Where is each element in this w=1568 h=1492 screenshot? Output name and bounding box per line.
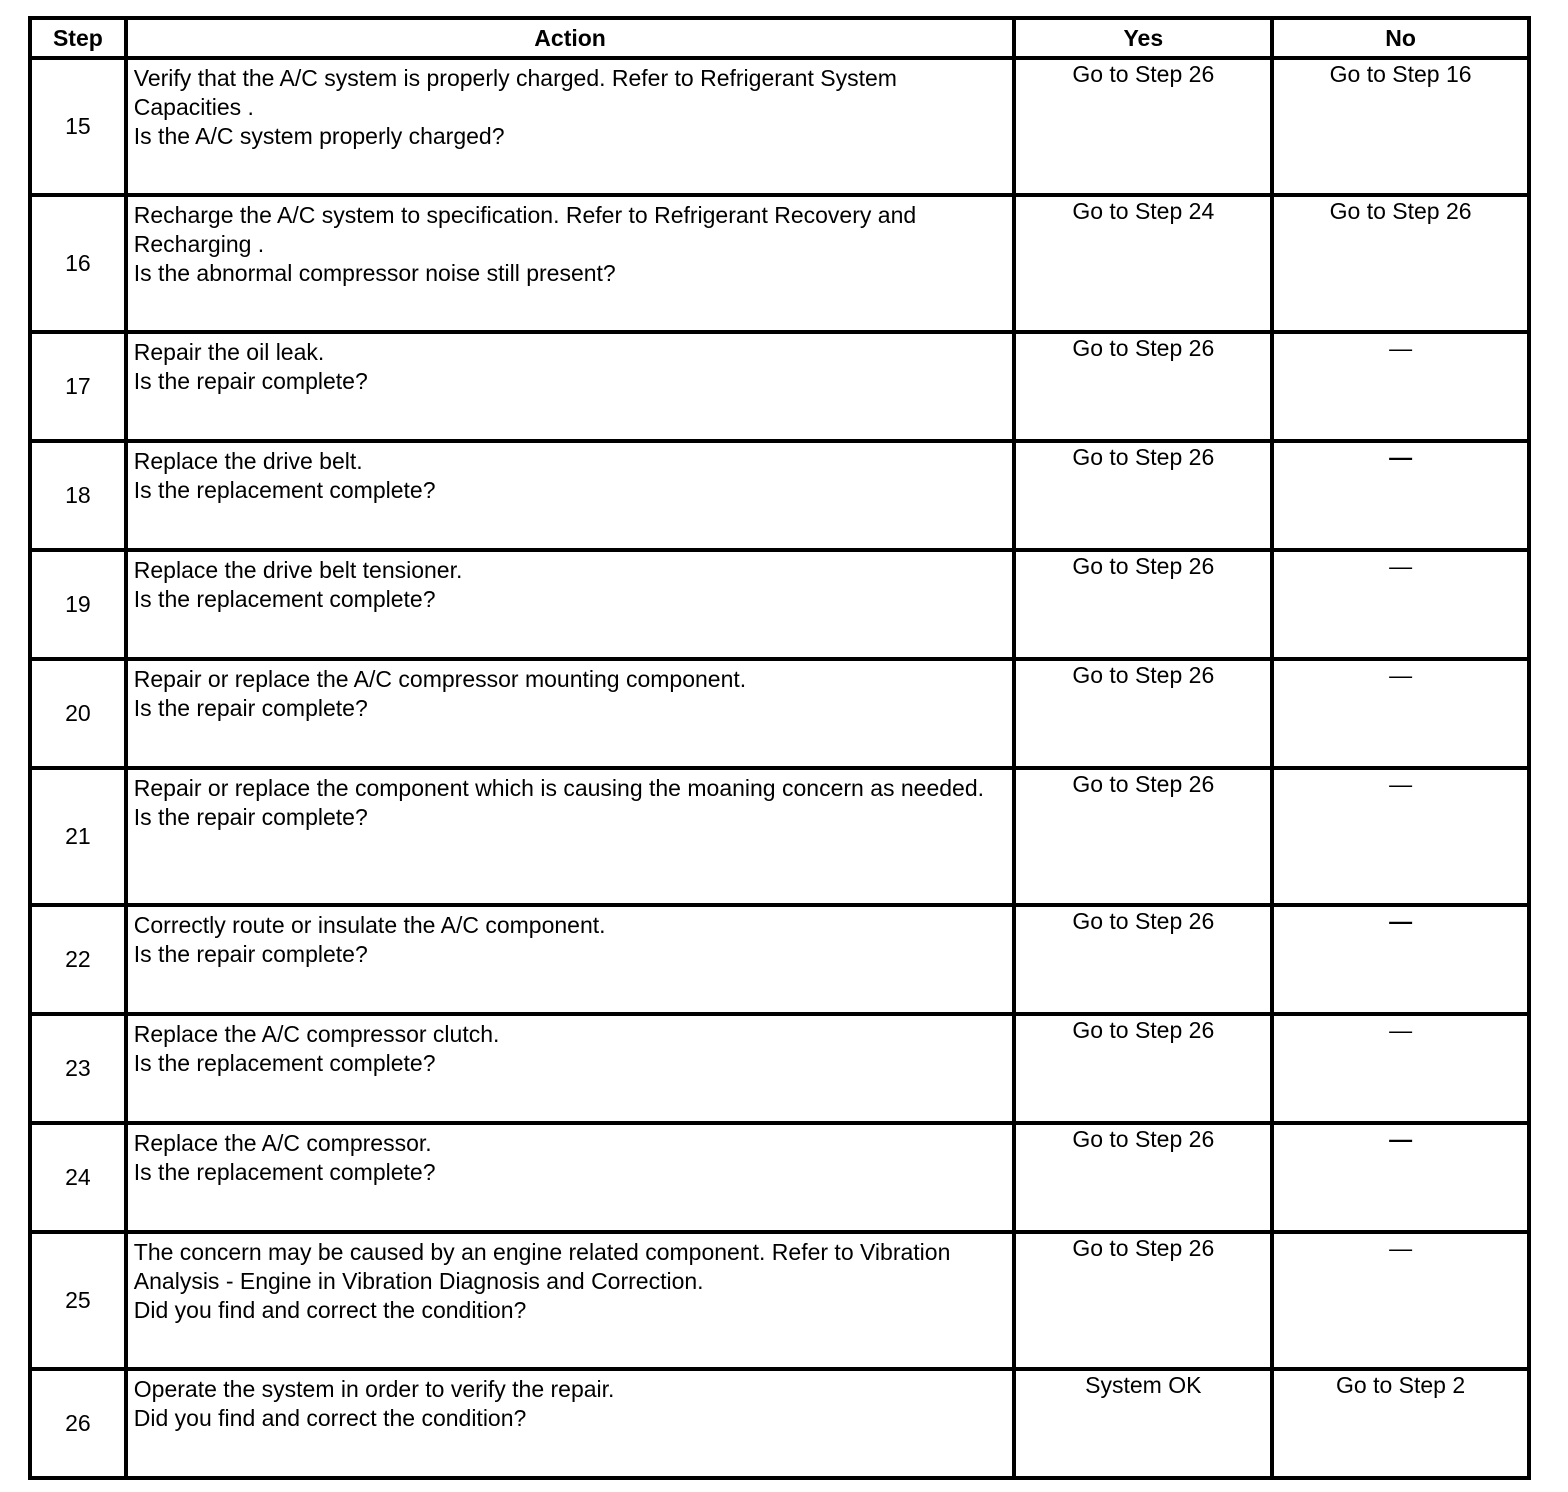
- step-number: 19: [30, 550, 126, 659]
- no-result: —: [1389, 662, 1413, 688]
- yes-result: Go to Step 26: [1072, 771, 1215, 797]
- table-row: [30, 1014, 1529, 1123]
- header-step: Step: [30, 18, 126, 58]
- action-instruction: Replace the A/C compressor.: [133, 1130, 432, 1156]
- table-row: [30, 905, 1529, 1014]
- step-number: 17: [30, 332, 126, 441]
- action-cell: [126, 332, 1015, 441]
- table-row: [30, 550, 1529, 659]
- yes-result: Go to Step 26: [1072, 61, 1215, 87]
- action-instruction: Repair or replace the A/C compressor mounting component.: [133, 666, 747, 692]
- table-row: [30, 58, 1529, 195]
- table-body: [30, 58, 1529, 1478]
- action-question: Is the repair complete?: [133, 804, 368, 830]
- header-no: No: [1272, 18, 1529, 58]
- action-instruction: Operate the system in order to verify the repair.: [133, 1376, 615, 1402]
- action-instruction: The concern may be caused by an engine related component. Refer to Vibration Analysis - Engine in Vibration Diagnosis and Correction.: [133, 1239, 951, 1294]
- no-result: —: [1389, 1017, 1413, 1043]
- action-instruction: Replace the drive belt tensioner.: [133, 557, 463, 583]
- yes-result: Go to Step 26: [1072, 1235, 1215, 1261]
- no-cell: [1272, 1014, 1529, 1123]
- yes-cell: [1014, 1014, 1272, 1123]
- no-result: Go to Step 2: [1336, 1372, 1466, 1398]
- no-cell: [1272, 550, 1529, 659]
- yes-result: Go to Step 26: [1072, 335, 1215, 361]
- action-cell: [126, 768, 1015, 905]
- action-cell: [126, 58, 1015, 195]
- action-instruction: Replace the A/C compressor clutch.: [133, 1021, 500, 1047]
- yes-result: Go to Step 26: [1072, 662, 1215, 688]
- action-cell: [126, 659, 1015, 768]
- yes-result: Go to Step 26: [1072, 1126, 1215, 1152]
- action-instruction: Repair the oil leak.: [133, 339, 325, 365]
- no-result: —: [1389, 908, 1413, 934]
- step-number: 16: [30, 195, 126, 332]
- yes-cell: [1014, 195, 1272, 332]
- action-instruction: Recharge the A/C system to specification. Refer to Refrigerant Recovery and Recharging .: [133, 202, 917, 257]
- yes-cell: [1014, 1123, 1272, 1232]
- yes-result: Go to Step 26: [1072, 553, 1215, 579]
- table-row: [30, 1232, 1529, 1369]
- action-cell: [126, 1014, 1015, 1123]
- yes-cell: [1014, 1369, 1272, 1478]
- step-number: 21: [30, 768, 126, 905]
- yes-cell: [1014, 768, 1272, 905]
- action-cell: [126, 550, 1015, 659]
- action-question: Is the repair complete?: [133, 368, 368, 394]
- no-cell: [1272, 1123, 1529, 1232]
- table-row: [30, 659, 1529, 768]
- no-cell: [1272, 905, 1529, 1014]
- no-cell: [1272, 1232, 1529, 1369]
- no-result: —: [1389, 553, 1413, 579]
- table-row: [30, 332, 1529, 441]
- table-row: [30, 768, 1529, 905]
- action-instruction: Repair or replace the component which is causing the moaning concern as needed.: [133, 775, 985, 801]
- no-cell: [1272, 58, 1529, 195]
- header-action: Action: [126, 18, 1015, 58]
- yes-cell: [1014, 1232, 1272, 1369]
- header-yes: Yes: [1014, 18, 1272, 58]
- no-result: Go to Step 26: [1329, 198, 1472, 224]
- step-number: 23: [30, 1014, 126, 1123]
- yes-cell: [1014, 550, 1272, 659]
- action-cell: [126, 195, 1015, 332]
- yes-cell: [1014, 441, 1272, 550]
- yes-result: Go to Step 26: [1072, 444, 1215, 470]
- action-question: Is the replacement complete?: [133, 1159, 436, 1185]
- action-cell: [126, 441, 1015, 550]
- action-question: Did you find and correct the condition?: [133, 1405, 527, 1431]
- yes-result: System OK: [1085, 1372, 1202, 1398]
- yes-result: Go to Step 24: [1072, 198, 1215, 224]
- action-instruction: Replace the drive belt.: [133, 448, 363, 474]
- no-cell: [1272, 768, 1529, 905]
- action-instruction: Correctly route or insulate the A/C component.: [133, 912, 606, 938]
- action-instruction: Verify that the A/C system is properly charged. Refer to Refrigerant System Capacities .: [133, 65, 897, 120]
- action-cell: [126, 1123, 1015, 1232]
- action-question: Is the abnormal compressor noise still present?: [133, 260, 616, 286]
- header-row: [30, 18, 1529, 58]
- step-number: 26: [30, 1369, 126, 1478]
- no-cell: [1272, 195, 1529, 332]
- no-result: —: [1389, 771, 1413, 797]
- action-cell: [126, 1369, 1015, 1478]
- step-number: 25: [30, 1232, 126, 1369]
- step-number: 15: [30, 58, 126, 195]
- no-result: —: [1389, 444, 1413, 470]
- action-question: Is the repair complete?: [133, 695, 368, 721]
- step-number: 24: [30, 1123, 126, 1232]
- no-cell: [1272, 441, 1529, 550]
- table-row: [30, 441, 1529, 550]
- yes-cell: [1014, 58, 1272, 195]
- yes-result: Go to Step 26: [1072, 908, 1215, 934]
- no-cell: [1272, 659, 1529, 768]
- action-question: Is the A/C system properly charged?: [133, 123, 505, 149]
- table-row: [30, 1369, 1529, 1478]
- step-number: 22: [30, 905, 126, 1014]
- no-result: —: [1389, 335, 1413, 361]
- table-row: [30, 195, 1529, 332]
- action-question: Did you find and correct the condition?: [133, 1297, 527, 1323]
- yes-cell: [1014, 332, 1272, 441]
- action-cell: [126, 905, 1015, 1014]
- action-question: Is the replacement complete?: [133, 586, 436, 612]
- yes-result: Go to Step 26: [1072, 1017, 1215, 1043]
- no-result: Go to Step 16: [1329, 61, 1472, 87]
- diagnostic-table: [28, 16, 1531, 1480]
- action-cell: [126, 1232, 1015, 1369]
- action-question: Is the replacement complete?: [133, 477, 436, 503]
- step-number: 20: [30, 659, 126, 768]
- yes-cell: [1014, 659, 1272, 768]
- no-cell: [1272, 1369, 1529, 1478]
- action-question: Is the replacement complete?: [133, 1050, 436, 1076]
- step-number: 18: [30, 441, 126, 550]
- table-row: [30, 1123, 1529, 1232]
- no-cell: [1272, 332, 1529, 441]
- action-question: Is the repair complete?: [133, 941, 368, 967]
- no-result: —: [1389, 1126, 1413, 1152]
- no-result: —: [1389, 1235, 1413, 1261]
- yes-cell: [1014, 905, 1272, 1014]
